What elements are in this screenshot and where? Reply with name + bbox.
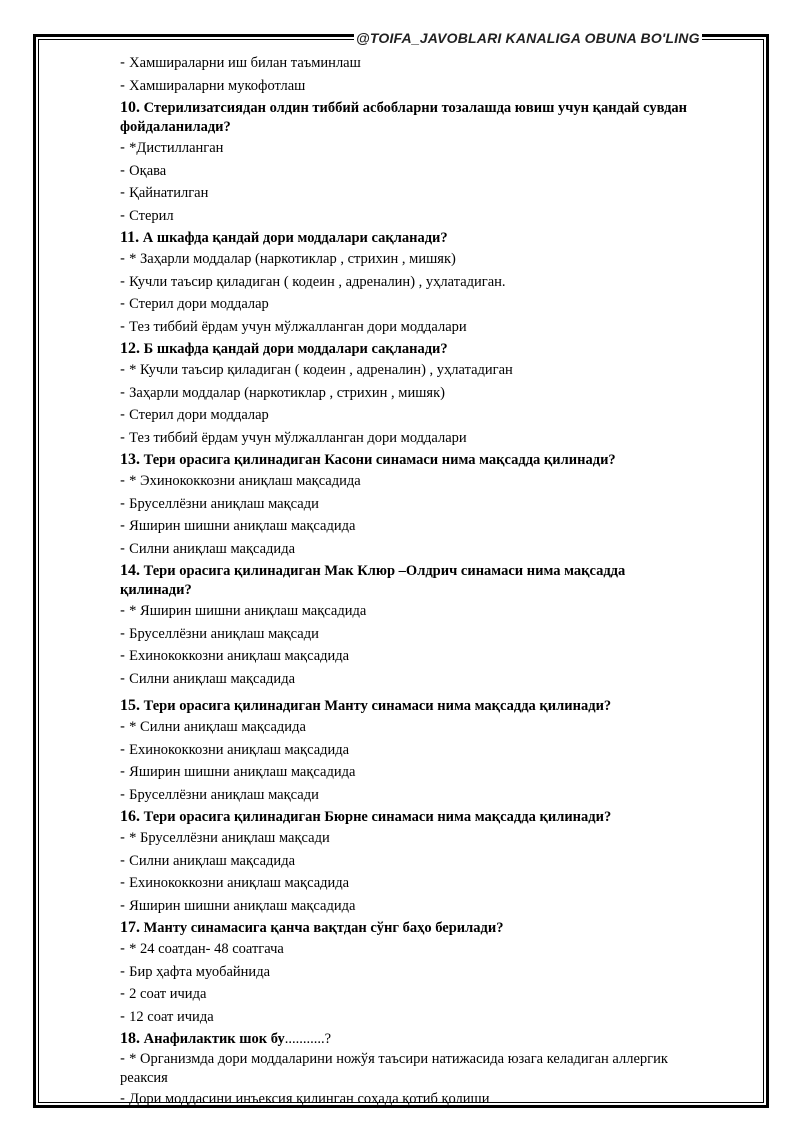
top-answer-list	[120, 52, 690, 97]
answer-option: - Яширин шишни аниқлаш мақсадида	[120, 763, 356, 780]
answer-option: - Кучли таъсир қиладиган ( кодеин , адреналин) , уҳлатадиган.	[120, 272, 506, 290]
question-heading	[120, 561, 690, 600]
question-text: Стерилизатсиядан олдин тиббий асбобларни тозалашда ювиш учун қандай сувдан фойдаланилади?	[120, 100, 688, 135]
answer-option: - * Заҳарли моддалар (наркотиклар , стрихин , мишяк)	[120, 250, 456, 267]
question-number: 11.	[120, 229, 140, 246]
question-text: Манту синамасига қанча вақтдан сўнг баҳо берилади?	[143, 920, 504, 936]
question-block	[120, 561, 690, 690]
answer-option: - * Силни аниқлаш мақсадида	[120, 718, 306, 735]
answer-option: - * Бруселлёзни аниқлаш мақсади	[120, 829, 330, 846]
question-number: 13.	[120, 451, 140, 468]
answer-option: - Стерил	[120, 206, 174, 224]
question-heading	[120, 1029, 690, 1049]
question-text: Тери орасига қилинадиган Касони синамаси нима мақсадда қилинади?	[143, 452, 616, 468]
answer-option: - Ехинококкозни аниқлаш мақсадида	[120, 740, 350, 758]
question-block	[120, 918, 690, 1028]
answer-option: - Стерил дори моддалар	[120, 406, 269, 423]
question-block	[120, 807, 690, 917]
answer-option: - Заҳарли моддалар (наркотиклар , стрихин , мишяк)	[120, 383, 445, 401]
answer-option: - * Яширин шишни аниқлаш мақсадида	[120, 602, 367, 619]
answer-option: - Яширин шишни аниқлаш мақсадида	[120, 896, 356, 914]
question-number: 14.	[120, 562, 140, 579]
question-heading	[120, 918, 690, 938]
answer-option: - Оқава	[120, 161, 167, 179]
question-heading	[120, 807, 690, 827]
question-heading	[120, 339, 690, 359]
question-number: 16.	[120, 808, 140, 825]
answer-option: - Хамшираларни иш билан таъминлаш	[120, 54, 361, 71]
question-number: 15.	[120, 697, 140, 714]
answer-option: - Силни аниқлаш мақсадида	[120, 539, 296, 557]
question-block	[120, 339, 690, 449]
answer-option: - * Эхинококкозни аниқлаш мақсадида	[120, 472, 361, 489]
answer-option: - 2 соат ичида	[120, 985, 207, 1002]
question-number: 17.	[120, 919, 140, 936]
question-number: 18.	[120, 1030, 140, 1047]
question-list	[120, 98, 690, 1111]
question-heading	[120, 696, 690, 716]
question-block	[120, 450, 690, 560]
question-text: Тери орасига қилинадиган Бюрне синамаси нима мақсадда қилинади?	[143, 809, 612, 825]
question-heading	[120, 228, 690, 248]
answer-option: - * Организмда дори моддаларини ножўя таъсири натижасида юзага келадиган аллергик реаксия	[120, 1050, 668, 1086]
answer-option: - Хамшираларни мукофотлаш	[120, 76, 306, 94]
answer-option: - *Дистилланган	[120, 139, 224, 156]
question-block	[120, 1029, 690, 1111]
answer-option: - * 24 соатдан- 48 соатгача	[120, 940, 284, 957]
question-number: 10.	[120, 99, 140, 116]
answer-option: - Стерил дори моддалар	[120, 295, 269, 312]
question-number: 12.	[120, 340, 140, 357]
answer-option: - Бруселлёзни аниқлаш мақсади	[120, 494, 319, 512]
answer-option: - Силни аниқлаш мақсадида	[120, 851, 296, 869]
answer-option: - 12 соат ичида	[120, 1007, 214, 1025]
answer-option: - Силни аниқлаш мақсадида	[120, 669, 296, 687]
document-body	[120, 52, 690, 1111]
answer-option: - Ехинококкозни аниқлаш мақсадида	[120, 647, 350, 664]
question-heading	[120, 98, 690, 137]
question-text: А шкафда қандай дори моддалари сақланади?	[142, 230, 448, 246]
question-text: Тери орасига қилинадиган Мак Клюр –Олдрич синамаси нима мақсадда қилинади?	[120, 563, 626, 598]
question-text: Б шкафда қандай дори моддалари сақланади?	[143, 341, 448, 357]
answer-option: - * Кучли таъсир қиладиган ( кодеин , адреналин) , уҳлатадиган	[120, 361, 513, 378]
question-block	[120, 690, 690, 806]
answer-option: - Ехинококкозни аниқлаш мақсадида	[120, 874, 350, 891]
question-block	[120, 98, 690, 227]
question-ellipsis: ...........?	[284, 1031, 332, 1047]
question-text: Тери орасига қилинадиган Манту синамаси нима мақсадда қилинади?	[143, 698, 612, 714]
answer-option: - Тез тиббий ёрдам учун мўлжалланган дори моддалари	[120, 317, 467, 335]
answer-option: - Бруселлёзни аниқлаш мақсади	[120, 624, 319, 642]
answer-option: - Яширин шишни аниқлаш мақсадида	[120, 517, 356, 534]
question-block	[120, 228, 690, 338]
answer-option: - Қайнатилган	[120, 184, 209, 201]
question-text: Анафилактик шок бу	[143, 1031, 285, 1047]
answer-option: - Бир ҳафта муобайнида	[120, 962, 271, 980]
answer-option: - Бруселлёзни аниқлаш мақсади	[120, 785, 319, 803]
watermark-text: @TOIFA_JAVOBLARI KANALIGA OBUNA BO'LING	[356, 30, 700, 46]
answer-option: - Тез тиббий ёрдам учун мўлжалланган дори моддалари	[120, 428, 467, 446]
question-heading	[120, 450, 690, 470]
answer-option: - Дори моддасини инъексия қилинган соҳада қотиб қолиши	[120, 1090, 490, 1107]
